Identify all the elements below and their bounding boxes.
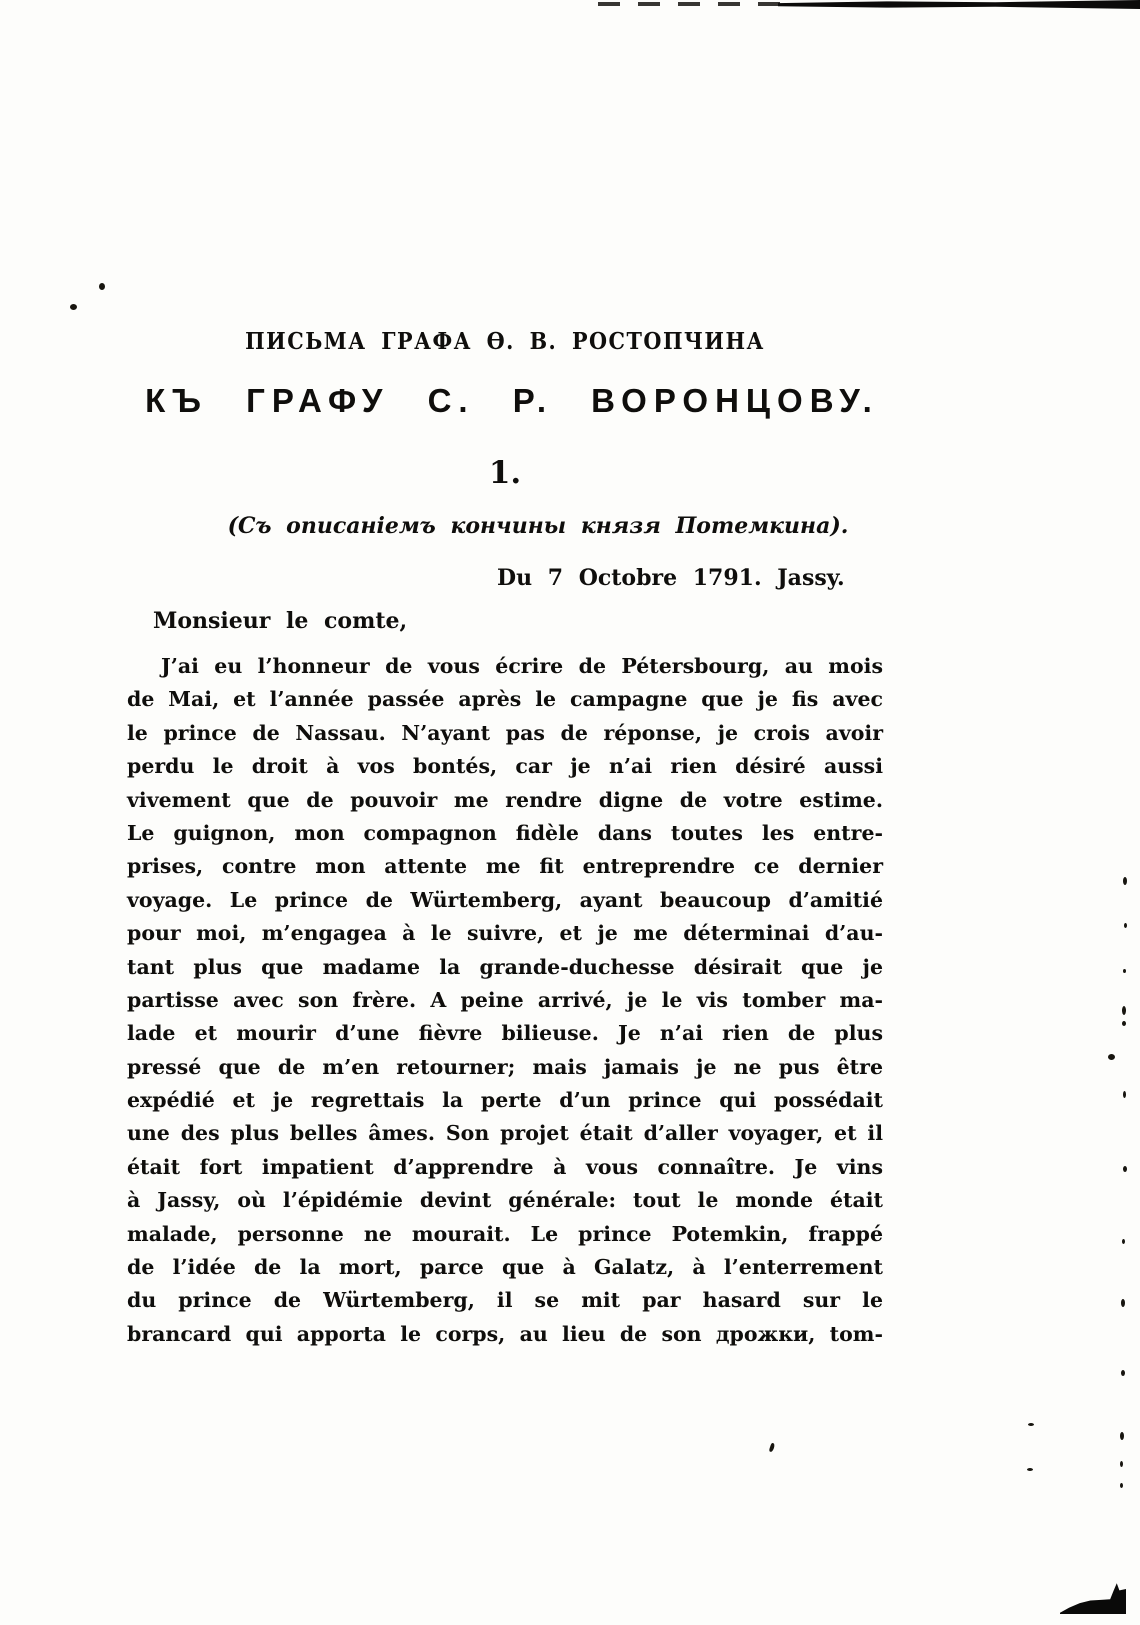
body-line: était fort impatient d’apprendre à vous connaître. Je vins xyxy=(127,1154,883,1179)
body-line: expédié et je regrettais la perte d’un prince qui possédait xyxy=(127,1088,883,1113)
letter-body xyxy=(127,650,883,1351)
letter-subtitle: (Съ описаніемъ кончины князя Потемкина). xyxy=(227,513,849,539)
scan-speck xyxy=(1121,1299,1125,1307)
body-line: de Mai, et l’année passée après le campagne que je fis avec xyxy=(127,687,883,712)
body-line: lade et mourir d’une fièvre bilieuse. Je n’ai rien de plus xyxy=(127,1021,883,1046)
scan-speck xyxy=(1122,1021,1126,1026)
scan-speck xyxy=(1123,969,1126,973)
body-line: le prince de Nassau. N’ayant pas de réponse, je crois avoir xyxy=(127,720,883,745)
scan-speck xyxy=(1028,1423,1034,1426)
scan-speck xyxy=(1120,1461,1123,1467)
body-line: une des plus belles âmes. Son projet était d’aller voyager, et il xyxy=(127,1121,883,1146)
scan-speck xyxy=(1123,877,1127,885)
scan-speck xyxy=(1124,923,1127,928)
body-line: à Jassy, où l’épidémie devint générale: tout le monde était xyxy=(127,1188,883,1213)
series-title: ПИСЬМА ГРАФА Ѳ. В. РОСТОПЧИНА xyxy=(245,328,765,355)
body-line: prises, contre mon attente me fit entreprendre ce dernier xyxy=(127,854,883,879)
body-line: tant plus que madame la grande-duchesse désirait que je xyxy=(127,954,883,979)
body-line: J’ai eu l’honneur de vous écrire de Pétersbourg, au mois xyxy=(161,654,883,678)
scan-speck xyxy=(70,304,77,310)
body-line: pressé que de m’en retourner; mais jamais je ne pus être xyxy=(127,1054,883,1079)
body-line: malade, personne ne mourait. Le prince Potemkin, frappé xyxy=(127,1221,883,1246)
body-line: perdu le droit à vos bontés, car je n’ai rien désiré aussi xyxy=(127,754,883,779)
scan-speck xyxy=(1122,1239,1125,1244)
scan-speck xyxy=(1122,1006,1126,1015)
scan-speck xyxy=(1123,1166,1127,1172)
letter-number: 1. xyxy=(488,455,522,491)
scan-speck xyxy=(1120,1483,1123,1488)
body-line: voyage. Le prince de Würtemberg, ayant beaucoup d’amitié xyxy=(127,887,883,912)
scan-speck xyxy=(99,283,105,290)
scan-speck xyxy=(1120,1432,1124,1440)
body-line: de l’idée de la mort, parce que à Galatz, à l’enterrement xyxy=(127,1255,883,1280)
scan-speck xyxy=(1108,1054,1115,1060)
scan-speck xyxy=(769,1443,776,1453)
salutation: Monsieur le comte, xyxy=(153,608,408,634)
scan-speck xyxy=(1027,1468,1033,1471)
body-line: Le guignon, mon compagnon fidèle dans toutes les entre- xyxy=(127,820,883,845)
scan-speck xyxy=(1121,1370,1125,1376)
body-line: pour moi, m’engagea à le suivre, et je me déterminai d’au- xyxy=(127,921,883,946)
scan-artifact-top-edge-dashes xyxy=(598,2,780,6)
body-line: partisse avec son frère. A peine arrivé, je le vis tomber ma- xyxy=(127,987,883,1012)
dateline: Du 7 Octobre 1791. Jassy. xyxy=(497,565,845,591)
scan-artifact-top-edge xyxy=(778,0,1140,9)
scan-artifact-corner-blob xyxy=(1060,1582,1126,1614)
letter-title: КЪ ГРАФУ С. Р. ВОРОНЦОВУ. xyxy=(145,382,879,419)
scan-speck xyxy=(1123,1091,1126,1098)
body-line: vivement que de pouvoir me rendre digne de votre estime. xyxy=(127,787,883,812)
body-line: brancard qui apporta le corps, au lieu de son дрожки, tom- xyxy=(127,1321,883,1346)
body-line: du prince de Würtemberg, il se mit par hasard sur le xyxy=(127,1288,883,1313)
